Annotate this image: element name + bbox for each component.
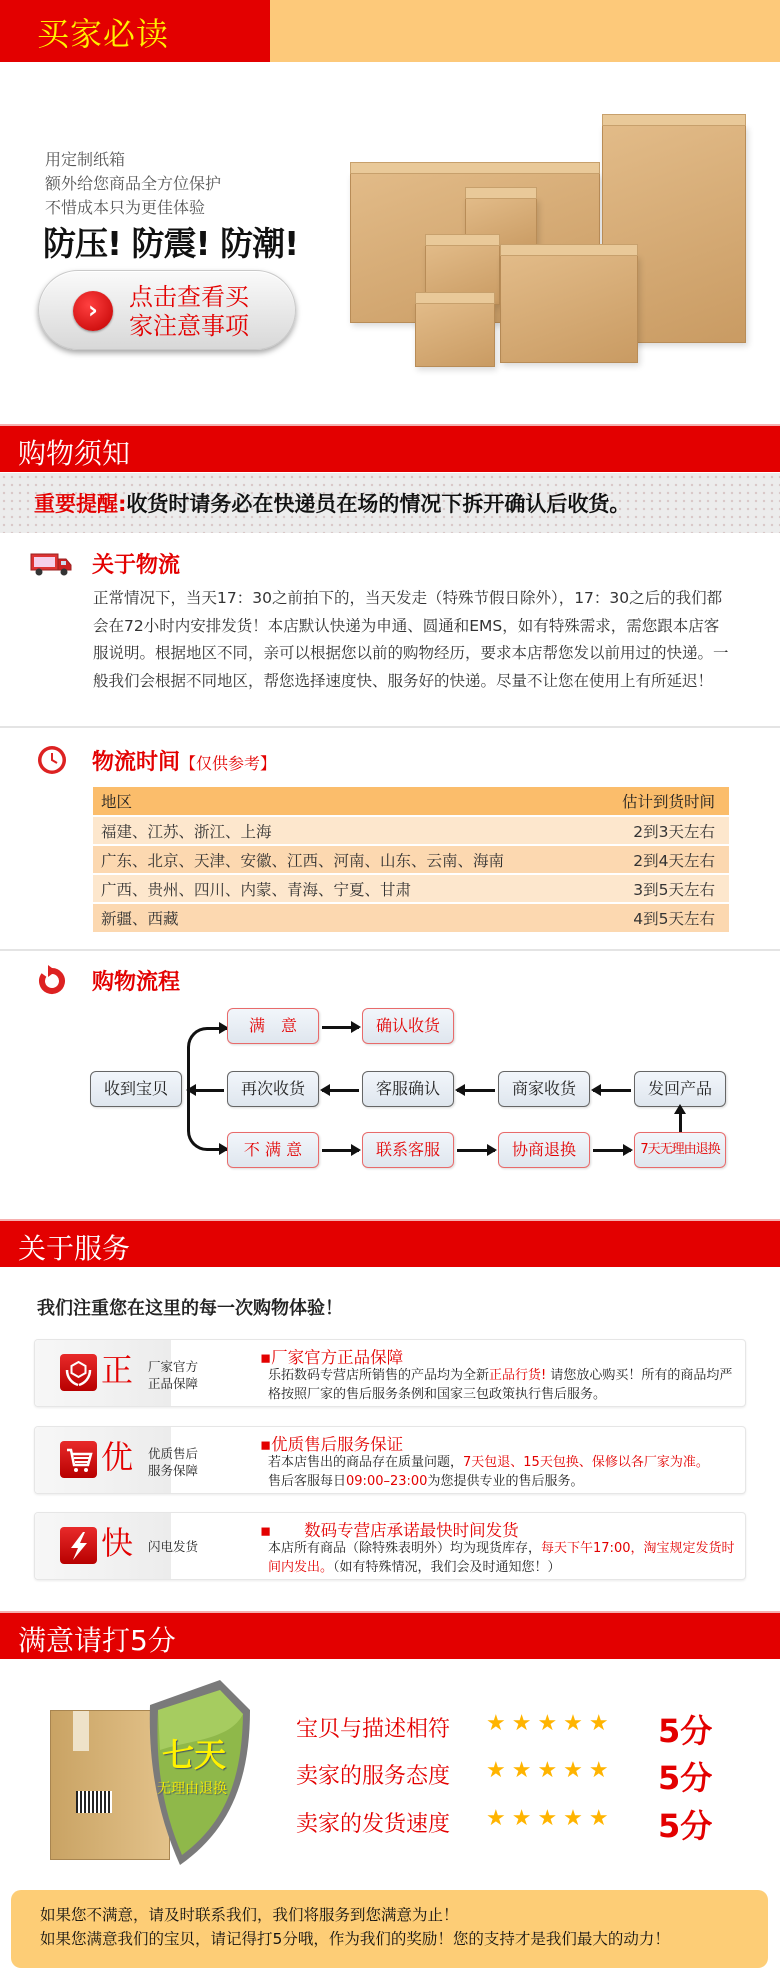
clock-icon (37, 745, 67, 775)
arrow-left-icon (188, 1089, 224, 1092)
logistics-time-note: 【仅供参考】 (180, 754, 277, 773)
refresh-arrow-icon (38, 965, 66, 995)
arrow-right-icon (322, 1149, 359, 1152)
arrow-left-icon (593, 1089, 631, 1092)
star-rating-icon: ★★★★★ (486, 1711, 615, 1736)
satisfaction-message-box (11, 1890, 768, 1968)
flow-node-satisfied: 满 意 (227, 1008, 319, 1044)
section-header-shopping-notice: 购物须知 (0, 424, 780, 472)
table-header-row (93, 787, 729, 816)
logistics-time-title: 物流时间 (92, 750, 181, 775)
service-card-heading: ▪厂家官方正品保障 (260, 1348, 404, 1367)
logistics-time-table (93, 787, 729, 932)
flow-connector (187, 1027, 227, 1151)
service-intro: 我们注重您在这里的每一次购物体验！ (37, 1298, 343, 1319)
service-badge-label: 闪电发货 (148, 1539, 199, 1554)
hero-line: 额外给您商品全方位保护 (45, 174, 222, 193)
rating-row (296, 1708, 746, 1748)
divider (0, 949, 780, 951)
table-row: 广西、贵州、四川、内蒙、青海、宁夏、甘肃 3到5天左右 (93, 874, 729, 903)
flow-node-seven-day-return: 7天无理由退换 (634, 1132, 726, 1168)
flow-node-send-back: 发回产品 (634, 1071, 726, 1107)
shopping-cart-icon (60, 1441, 97, 1478)
table-row: 福建、江苏、浙江、上海 2到3天左右 (93, 816, 729, 845)
arrow-right-icon (207, 1027, 227, 1030)
banner-slant (220, 0, 270, 62)
table-row: 广东、北京、天津、安徽、江西、河南、山东、云南、海南 2到4天左右 (93, 845, 729, 874)
hero-description (45, 148, 221, 220)
top-banner (0, 0, 780, 62)
rating-score: 5分 (658, 1759, 713, 1797)
badge-subtitle: 无理由退换 (157, 1781, 227, 1797)
flow-node-confirm-receipt: 确认收货 (362, 1008, 454, 1044)
flow-node-negotiate: 协商退换 (498, 1132, 590, 1168)
rating-label: 宝贝与描述相符 (296, 1717, 451, 1742)
arrow-right-icon (322, 1026, 359, 1029)
hero-line: 不惜成本只为更佳体验 (45, 198, 206, 217)
process-title: 购物流程 (92, 970, 181, 995)
flow-node-contact-cs: 联系客服 (362, 1132, 454, 1168)
chevron-right-icon: › (73, 291, 113, 331)
view-buyer-notes-button[interactable] (38, 270, 296, 350)
rating-row (296, 1803, 746, 1843)
logistics-title: 关于物流 (92, 553, 181, 578)
rating-score: 5分 (658, 1807, 713, 1845)
service-badge-label: 厂家官方 正品保障 (148, 1359, 199, 1391)
important-reminder (0, 473, 780, 533)
delivery-truck-icon (30, 552, 74, 578)
service-badge-char: 正 (101, 1351, 134, 1389)
logistics-time-heading (92, 745, 276, 776)
service-card-heading: ▪优质售后服务保证 (260, 1435, 404, 1454)
reminder-text: 收货时请务必在快递员在场的情况下拆开确认后收货。 (126, 492, 631, 516)
table-row: 新疆、西藏 4到5天左右 (93, 903, 729, 932)
rating-label: 卖家的发货速度 (296, 1812, 451, 1837)
reminder-label: 重要提醒: (34, 492, 127, 516)
banner-title: 买家必读 (37, 15, 170, 53)
service-card-genuine (34, 1339, 746, 1407)
service-card-heading: ▪ 数码专营店承诺最快时间发货 (260, 1521, 519, 1540)
column-header-time: 估计到货时间 (592, 787, 729, 816)
star-rating-icon: ★★★★★ (486, 1806, 615, 1831)
badge-title: 七天 (162, 1736, 227, 1774)
logistics-paragraph: 正常情况下，当天17：30之前拍下的，当天发走（特殊节假日除外），17：30之后的我们都会在72小时内安排发货！本店默认快递为申通、圆通和EMS，如有特殊需求，需您跟本店客服说明。根据地区不同，亲可以根据您以前的购物经历，要求本店帮您发以前用过的快递。一般我们会根据不同地区，帮您选择速度快、服务好的快递。尽量不让您在使用上有所延迟！ (93, 589, 729, 690)
service-badge-char: 优 (101, 1438, 134, 1476)
arrow-up-icon (679, 1110, 682, 1132)
column-header-region: 地区 (93, 787, 592, 816)
service-card-after-sales (34, 1426, 746, 1494)
message-line: 如果您满意我们的宝贝，请记得打5分哦，作为我们的奖励！您的支持才是我们最大的动力！ (40, 1930, 670, 1948)
hands-box-icon (60, 1354, 97, 1391)
service-badge-char: 快 (101, 1524, 134, 1562)
flow-node-cs-confirm: 客服确认 (362, 1071, 454, 1107)
service-card-fast-shipping (34, 1512, 746, 1580)
shield-icon (140, 1680, 255, 1865)
rating-score: 5分 (658, 1712, 713, 1750)
lightning-icon (60, 1527, 97, 1564)
section-header-rating: 满意请打5分 (0, 1611, 780, 1659)
rating-label: 卖家的服务态度 (296, 1764, 451, 1789)
seven-day-return-badge (45, 1680, 255, 1865)
hero-slogan: 防压! 防震! 防潮! (43, 224, 299, 263)
cardboard-boxes-image (340, 115, 770, 370)
section-header-service: 关于服务 (0, 1219, 780, 1267)
message-line: 如果您不满意，请及时联系我们，我们将服务到您满意为止！ (40, 1906, 459, 1924)
arrow-left-icon (457, 1089, 495, 1092)
flow-node-re-receive: 再次收货 (227, 1071, 319, 1107)
arrow-right-icon (207, 1148, 227, 1151)
button-label: 点击查看买 家注意事项 (129, 283, 249, 340)
service-card-text: 本店所有商品（除特殊表明外）均为现货库存，每天下午17:00，淘宝规定发货时间内发出。（如有特殊情况，我们会及时通知您！） (268, 1541, 735, 1575)
flow-node-merchant-receive: 商家收货 (498, 1071, 590, 1107)
star-rating-icon: ★★★★★ (486, 1758, 615, 1783)
hero-line: 用定制纸箱 (45, 150, 126, 169)
divider (0, 726, 780, 728)
rating-row (296, 1755, 746, 1795)
service-badge-label: 优质售后 服务保障 (148, 1446, 199, 1478)
flow-node-receive-item: 收到宝贝 (90, 1071, 182, 1107)
service-card-text: 乐拓数码专营店所销售的产品均为全新正品行货! 请您放心购买！所有的商品均严格按照厂家的售后服务条例和国家三包政策执行售后服务。 (268, 1368, 733, 1402)
service-card-text: 若本店售出的商品存在质量问题，7天包退、15天包换、保修以各厂家为准。 售后客服每日09:00–23:00为您提供专业的售后服务。 (268, 1455, 709, 1489)
arrow-right-icon (457, 1149, 495, 1152)
arrow-right-icon (593, 1149, 631, 1152)
flow-node-unsatisfied: 不 满 意 (227, 1132, 319, 1168)
arrow-left-icon (322, 1089, 359, 1092)
